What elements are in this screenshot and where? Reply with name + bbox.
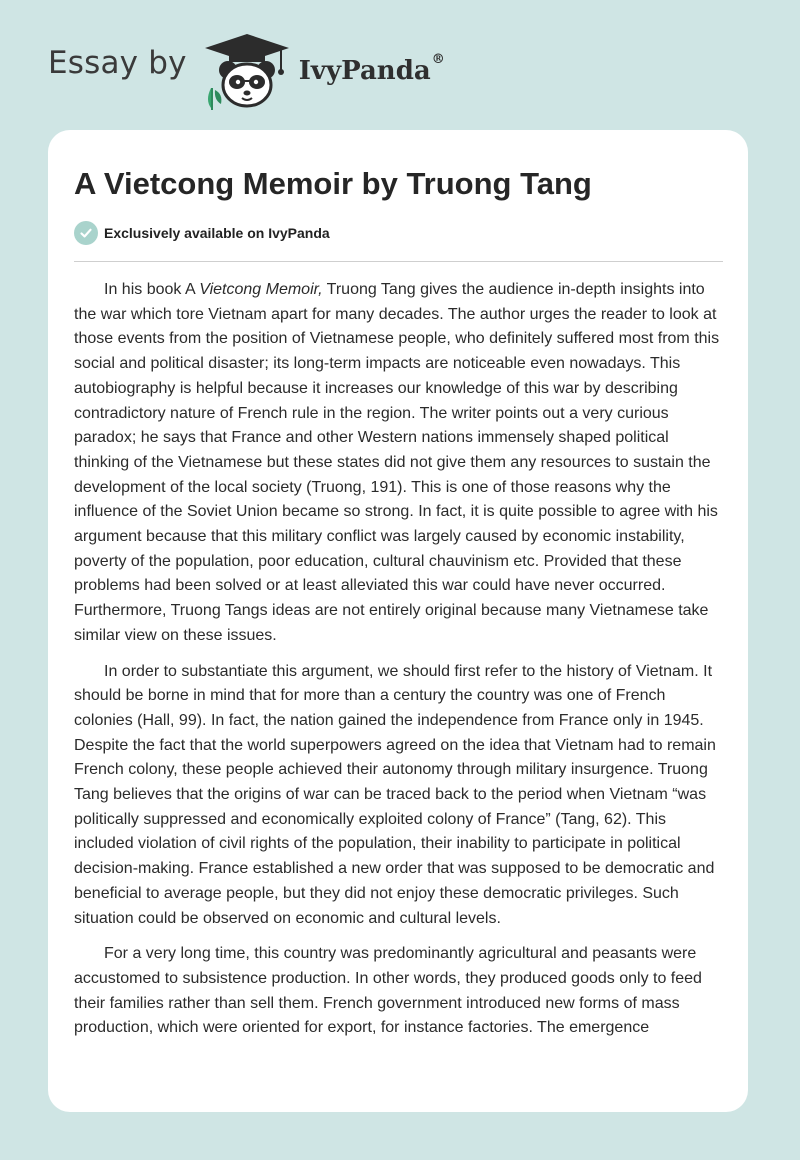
essay-card bbox=[48, 130, 748, 1112]
divider bbox=[74, 261, 723, 262]
exclusive-label: Exclusively available on IvyPanda bbox=[104, 225, 330, 241]
paragraph-1-lead: In his book A bbox=[104, 281, 200, 298]
essay-body bbox=[74, 278, 726, 1052]
panda-graduate-logo-icon bbox=[201, 30, 293, 110]
registered-mark: ® bbox=[431, 52, 445, 67]
paragraph-3: For a very long time, this country was predominantly agricultural and peasants were accustomed to subsistence production. In other words, they produced goods only to feed their families rather than sell them. French government introduced new forms of mass production, which were oriented for export, for instance factories. The emergence bbox=[74, 945, 702, 1037]
paragraph-1 bbox=[74, 278, 726, 649]
checkmark-icon bbox=[74, 221, 98, 245]
brand-wordmark bbox=[298, 52, 445, 86]
paragraph-2: In order to substantiate this argument, we should first refer to the history of Vietnam. It should be borne in mind that for more than a century the country was one of French colonies (Hall, 99). In fact, the nation gained the independence from France only in 1945. Despite the fact that the world superpowers agreed on the idea that Vietnam had to remain French colony, these people achieved their autonomy through military insurgence. Truong Tang believes that the origins of war can be traced back to the period when Vietnam “was politically suppressed and economically exploited colony of France” (Tang, 62). This included violation of civil rights of the population, their inability to participate in political decision-making. France established a new order that was supposed to be democratic and beneficial to average people, but they did not enjoy these democratic privileges. Such situation could be observed on economic and cultural levels. bbox=[74, 662, 716, 927]
brand-prefix: Essay by bbox=[48, 45, 187, 81]
brand-name: IvyPanda bbox=[298, 56, 431, 86]
book-title: Vietcong Memoir, bbox=[199, 281, 323, 298]
exclusive-badge bbox=[74, 221, 330, 245]
brand-header bbox=[48, 30, 445, 110]
page-title: A Vietcong Memoir by Truong Tang bbox=[74, 166, 592, 201]
paragraph-1-rest: Truong Tang gives the audience in-depth insights into the war which tore Vietnam apart for many decades. The author urges the reader to look at those events from the position of Vietnamese people, who definitely suffered most from this social and political disaster; its long-term impacts are noticeable even nowadays. This autobiography is helpful because it increases our knowledge of this war by describing contradictory nature of French rule in the region. The writer points out a very curious paradox; he says that France and other Western nations immensely shaped political thinking of the Vietnamese but these states did not give them any resources to sustain the development of the local society (Truong, 191). This is one of those reasons why the influence of the Soviet Union became so strong. In fact, it is quite possible to agree with his argument because that this military conflict was largely caused by economic instability, poverty of the population, poor education, cultural chauvinism etc. Provided that these problems had been solved or at least alleviated this war could have never occurred. Furthermore, Truong Tangs ideas are not entirely original because many Vietnamese take similar view on these issues. bbox=[74, 281, 720, 644]
essay-content-clip bbox=[48, 130, 748, 1092]
